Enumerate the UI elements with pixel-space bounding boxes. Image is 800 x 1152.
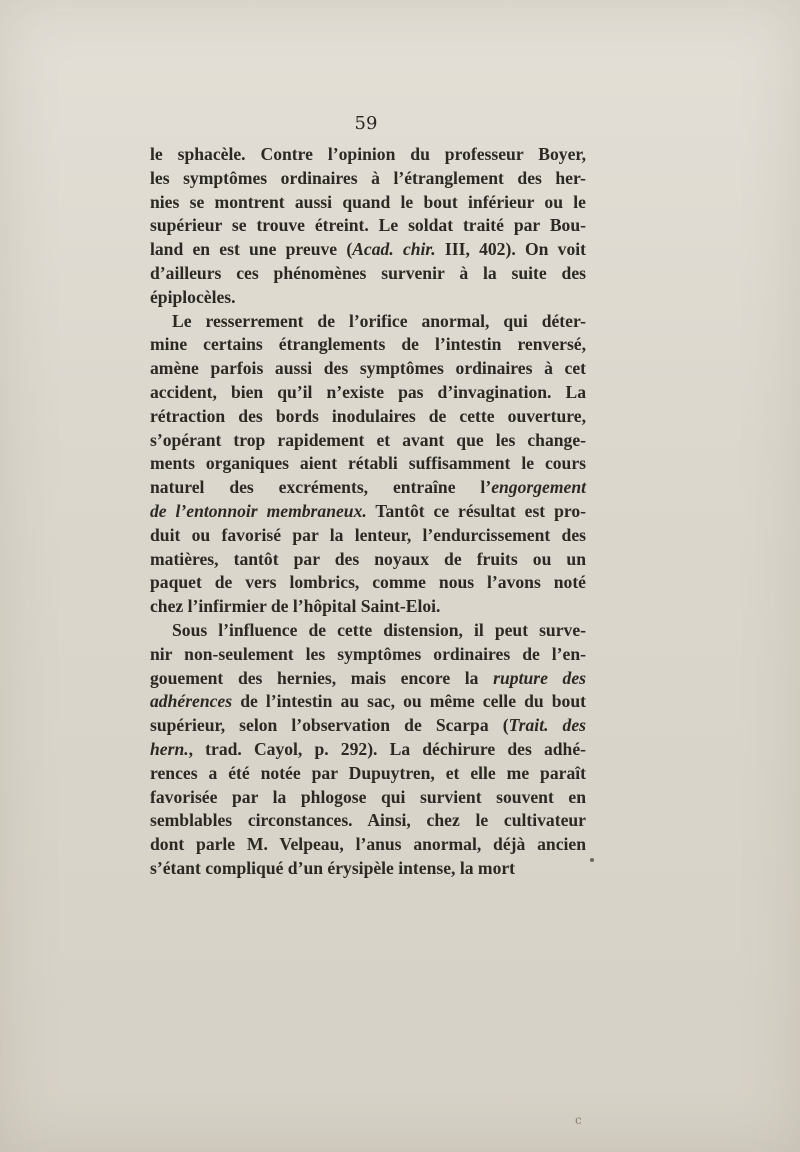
text-run: Le resserrement de l’orifice anormal, qui déter- (172, 310, 586, 331)
text-run: de l’entonnoir membraneux. (150, 500, 367, 521)
margin-dot (590, 858, 594, 862)
text-line (150, 381, 586, 405)
text-line (150, 333, 586, 357)
text-line (150, 452, 586, 476)
text-line (150, 571, 586, 595)
text-run: de l’intestin au sac, ou même celle du bout (232, 691, 586, 712)
text-run: nir non-seulement les symptômes ordinaires de l’en- (150, 643, 586, 664)
paragraph (150, 143, 586, 310)
text-run: duit ou favorisé par la lenteur, l’endurcissement des (150, 524, 586, 545)
corner-mark: c (575, 1113, 582, 1127)
text-line (150, 548, 586, 572)
body-text (150, 143, 586, 881)
text-run: supérieur, selon l’observation de Scarpa ( (150, 715, 509, 736)
text-run: rétraction des bords inodulaires de cette ouverture, (150, 405, 586, 426)
text-run: dont parle M. Velpeau, l’anus anormal, déjà ancien (150, 834, 586, 855)
text-run: Sous l’influence de cette distension, il peut surve- (172, 619, 586, 640)
text-run: land en est une preuve ( (150, 239, 353, 260)
text-line (150, 262, 586, 286)
text-line (150, 191, 586, 215)
text-run: rences a été notée par Dupuytren, et elle me paraît (150, 762, 586, 783)
text-line (150, 619, 586, 643)
text-run: Acad. chir. (352, 239, 436, 260)
text-line (150, 405, 586, 429)
text-line (150, 857, 586, 881)
text-line (150, 667, 586, 691)
text-line (150, 786, 586, 810)
text-line (150, 643, 586, 667)
page-number: 59 (354, 113, 378, 134)
text-run: Tantôt ce résultat est pro- (366, 500, 586, 521)
text-line (150, 524, 586, 548)
text-run: chez l’infirmier de l’hôpital Saint-Eloi. (150, 596, 441, 617)
text-line (150, 214, 586, 238)
text-run: le sphacèle. Contre l’opinion du professeur Boyer, (150, 144, 586, 164)
text-run: amène parfois aussi des symptômes ordinaires à cet (150, 358, 586, 379)
text-run: naturel des excréments, entraîne l’ (150, 477, 492, 498)
text-run: mine certains étranglements de l’intestin renversé, (150, 334, 586, 355)
text-line (150, 809, 586, 833)
text-run: semblables circonstances. Ainsi, chez le cultivateur (150, 810, 586, 831)
text-line (150, 738, 586, 762)
text-line (150, 167, 586, 191)
text-run: , trad. Cayol, p. 292). La déchirure des adhé- (188, 738, 586, 759)
paragraph (150, 310, 586, 619)
text-line (150, 595, 586, 619)
text-run: Trait. des (508, 715, 587, 736)
text-line (150, 714, 586, 738)
text-run: rupture des (493, 667, 586, 688)
text-run: supérieur se trouve étreint. Le soldat traité par Bou- (150, 215, 586, 236)
text-line (150, 690, 586, 714)
text-line (150, 429, 586, 453)
text-run: engorgement (491, 477, 586, 498)
text-run: hern. (150, 738, 189, 759)
text-line (150, 310, 586, 334)
text-run: s’opérant trop rapidement et avant que les change- (150, 429, 586, 450)
text-run: les symptômes ordinaires à l’étranglement des her- (150, 167, 586, 188)
text-line (150, 476, 586, 500)
text-line (150, 238, 586, 262)
text-run: favorisée par la phlogose qui survient souvent en (150, 786, 586, 807)
text-run: s’étant compliqué d’un érysipèle intense, la mort (150, 857, 516, 878)
text-run: adhérences (150, 691, 233, 712)
text-run: ments organiques aient rétabli suffisamment le cours (150, 453, 586, 474)
text-line (150, 143, 586, 167)
text-line (150, 286, 586, 310)
text-run: matières, tantôt par des noyaux de fruits ou un (150, 548, 586, 569)
text-line (150, 833, 586, 857)
text-run: gouement des hernies, mais encore la (150, 667, 494, 688)
text-line (150, 762, 586, 786)
text-run: accident, bien qu’il n’existe pas d’invagination. La (150, 381, 586, 402)
text-run: épiplocèles. (150, 286, 236, 307)
text-run: nies se montrent aussi quand le bout inférieur ou le (150, 191, 586, 212)
text-run: d’ailleurs ces phénomènes survenir à la suite des (150, 262, 586, 283)
text-run: III, 402). On voit (435, 239, 586, 260)
text-run: paquet de vers lombrics, comme nous l’avons noté (150, 572, 586, 593)
text-line (150, 357, 586, 381)
text-line (150, 500, 586, 524)
paragraph (150, 619, 586, 881)
